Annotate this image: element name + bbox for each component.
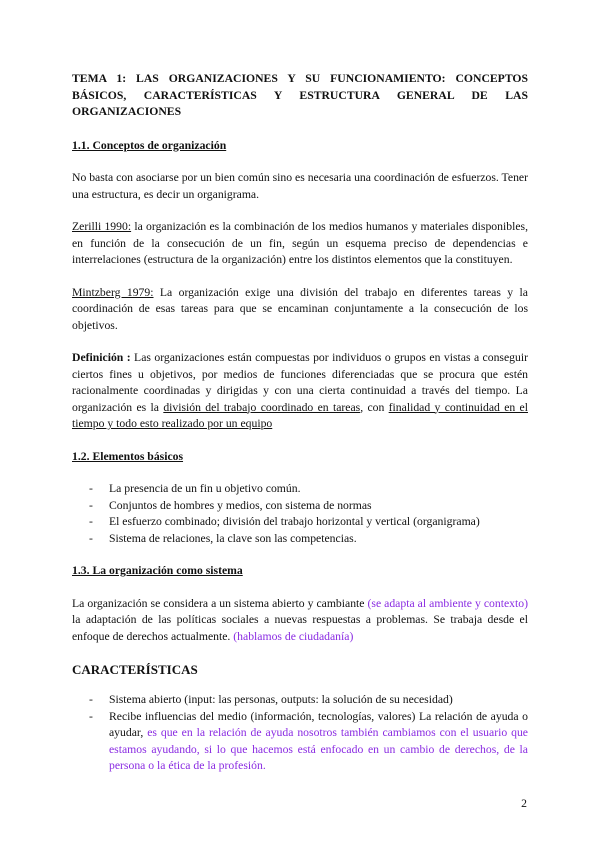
- dash-bullet: -: [89, 531, 93, 545]
- dash-bullet: -: [89, 498, 93, 512]
- paragraph-zerilli: [72, 219, 528, 269]
- list-item: [72, 709, 528, 775]
- section-heading-elements: 1.2. Elementos básicos: [72, 449, 184, 463]
- citation-zerilli: Zerilli 1990:: [72, 220, 132, 233]
- paragraph-definition: [72, 350, 528, 433]
- definition-underline-2: finalidad y continuidad en el tiempo y todo esto realizado por un equipo: [72, 400, 528, 430]
- elements-list: [72, 481, 528, 547]
- system-note-adapt: (se adapta al ambiente y contexto): [367, 596, 529, 610]
- definition-label: Definición :: [72, 351, 131, 364]
- definition-text: Las organizaciones están compuestas por individuos o grupos en vistas a conseguir ciertos fines u objetivos, por medios de funciones diferenciadas que se procura que estén racionalmente coordinadas y dirigidas y con una cierta continuidad a través del tiempo. La organización es la: [72, 351, 528, 414]
- zerilli-text: la organización es la combinación de los medios humanos y materiales disponibles, en función de la consecución de un fin, según un esquema preciso de dependencias e interrelaciones (estructura de la organización) entre los distintos elementos que la constituyen.: [72, 220, 528, 266]
- page-number: 2: [521, 797, 527, 810]
- document-title: TEMA 1: LAS ORGANIZACIONES Y SU FUNCIONAMIENTO: CONCEPTOS BÁSICOS, CARACTERÍSTICAS Y ESTRUCTURA GENERAL DE LAS ORGANIZACIONES: [72, 72, 528, 118]
- dash-bullet: -: [89, 693, 93, 706]
- list-item: [72, 481, 528, 498]
- section-heading-concepts: 1.1. Conceptos de organización: [72, 138, 227, 152]
- page-content: [72, 71, 528, 791]
- list-item-text: Sistema abierto (input: las personas, outputs: la solución de su necesidad): [109, 693, 453, 706]
- section-heading-characteristics: CARACTERÍSTICAS: [72, 662, 198, 677]
- system-text-a: La organización se considera a un sistema abierto y cambiante: [72, 596, 368, 610]
- list-item: [72, 531, 528, 548]
- paragraph-system: [72, 596, 528, 646]
- list-item: [72, 498, 528, 515]
- list-item: [72, 514, 528, 531]
- paragraph-intro: No basta con asociarse por un bien común sino es necesaria una coordinación de esfuerzos. Tener una estructura, es decir un organigrama.: [72, 171, 528, 201]
- dash-bullet: -: [89, 515, 93, 528]
- system-text-b: la adaptación de las políticas sociales a nuevas respuestas a problemas. Se trabaja desde el enfoque de derechos actualmente.: [72, 613, 528, 643]
- definition-underline-1: división del trabajo coordinado en tareas: [163, 400, 361, 414]
- dash-bullet: -: [89, 709, 93, 723]
- paragraph-mintzberg: [72, 285, 528, 335]
- list-item-text: Conjuntos de hombres y medios, con sistema de normas: [109, 498, 372, 512]
- section-heading-system: 1.3. La organización como sistema: [72, 564, 243, 577]
- list-item-text: Sistema de relaciones, la clave son las competencias.: [109, 531, 357, 545]
- list-item-note: es que en la relación de ayuda nosotros también cambiamos con el usuario que estamos ayudando, si lo que hacemos está enfocado en un cambio de derechos, de la persona o la ética de la profesión.: [109, 726, 528, 772]
- list-item-text: Recibe influencias del medio (información, tecnologías, valores) La relación de ayuda o ayudar,: [109, 709, 528, 739]
- definition-mid: , con: [360, 400, 389, 414]
- list-item-text: El esfuerzo combinado; división del trabajo horizontal y vertical (organigrama): [109, 515, 480, 528]
- characteristics-list: [72, 692, 528, 775]
- system-note-citizenship: (hablamos de ciudadanía): [233, 629, 354, 643]
- list-item-text: La presencia de un fin u objetivo común.: [109, 482, 301, 495]
- list-item: [72, 692, 528, 709]
- citation-mintzberg: Mintzberg 1979:: [72, 285, 154, 299]
- mintzberg-text: La organización exige una división del trabajo en diferentes tareas y la coordinación de esas tareas para que se encaminan conjuntamente a la consecución de los objetivos.: [72, 285, 528, 332]
- dash-bullet: -: [89, 482, 93, 495]
